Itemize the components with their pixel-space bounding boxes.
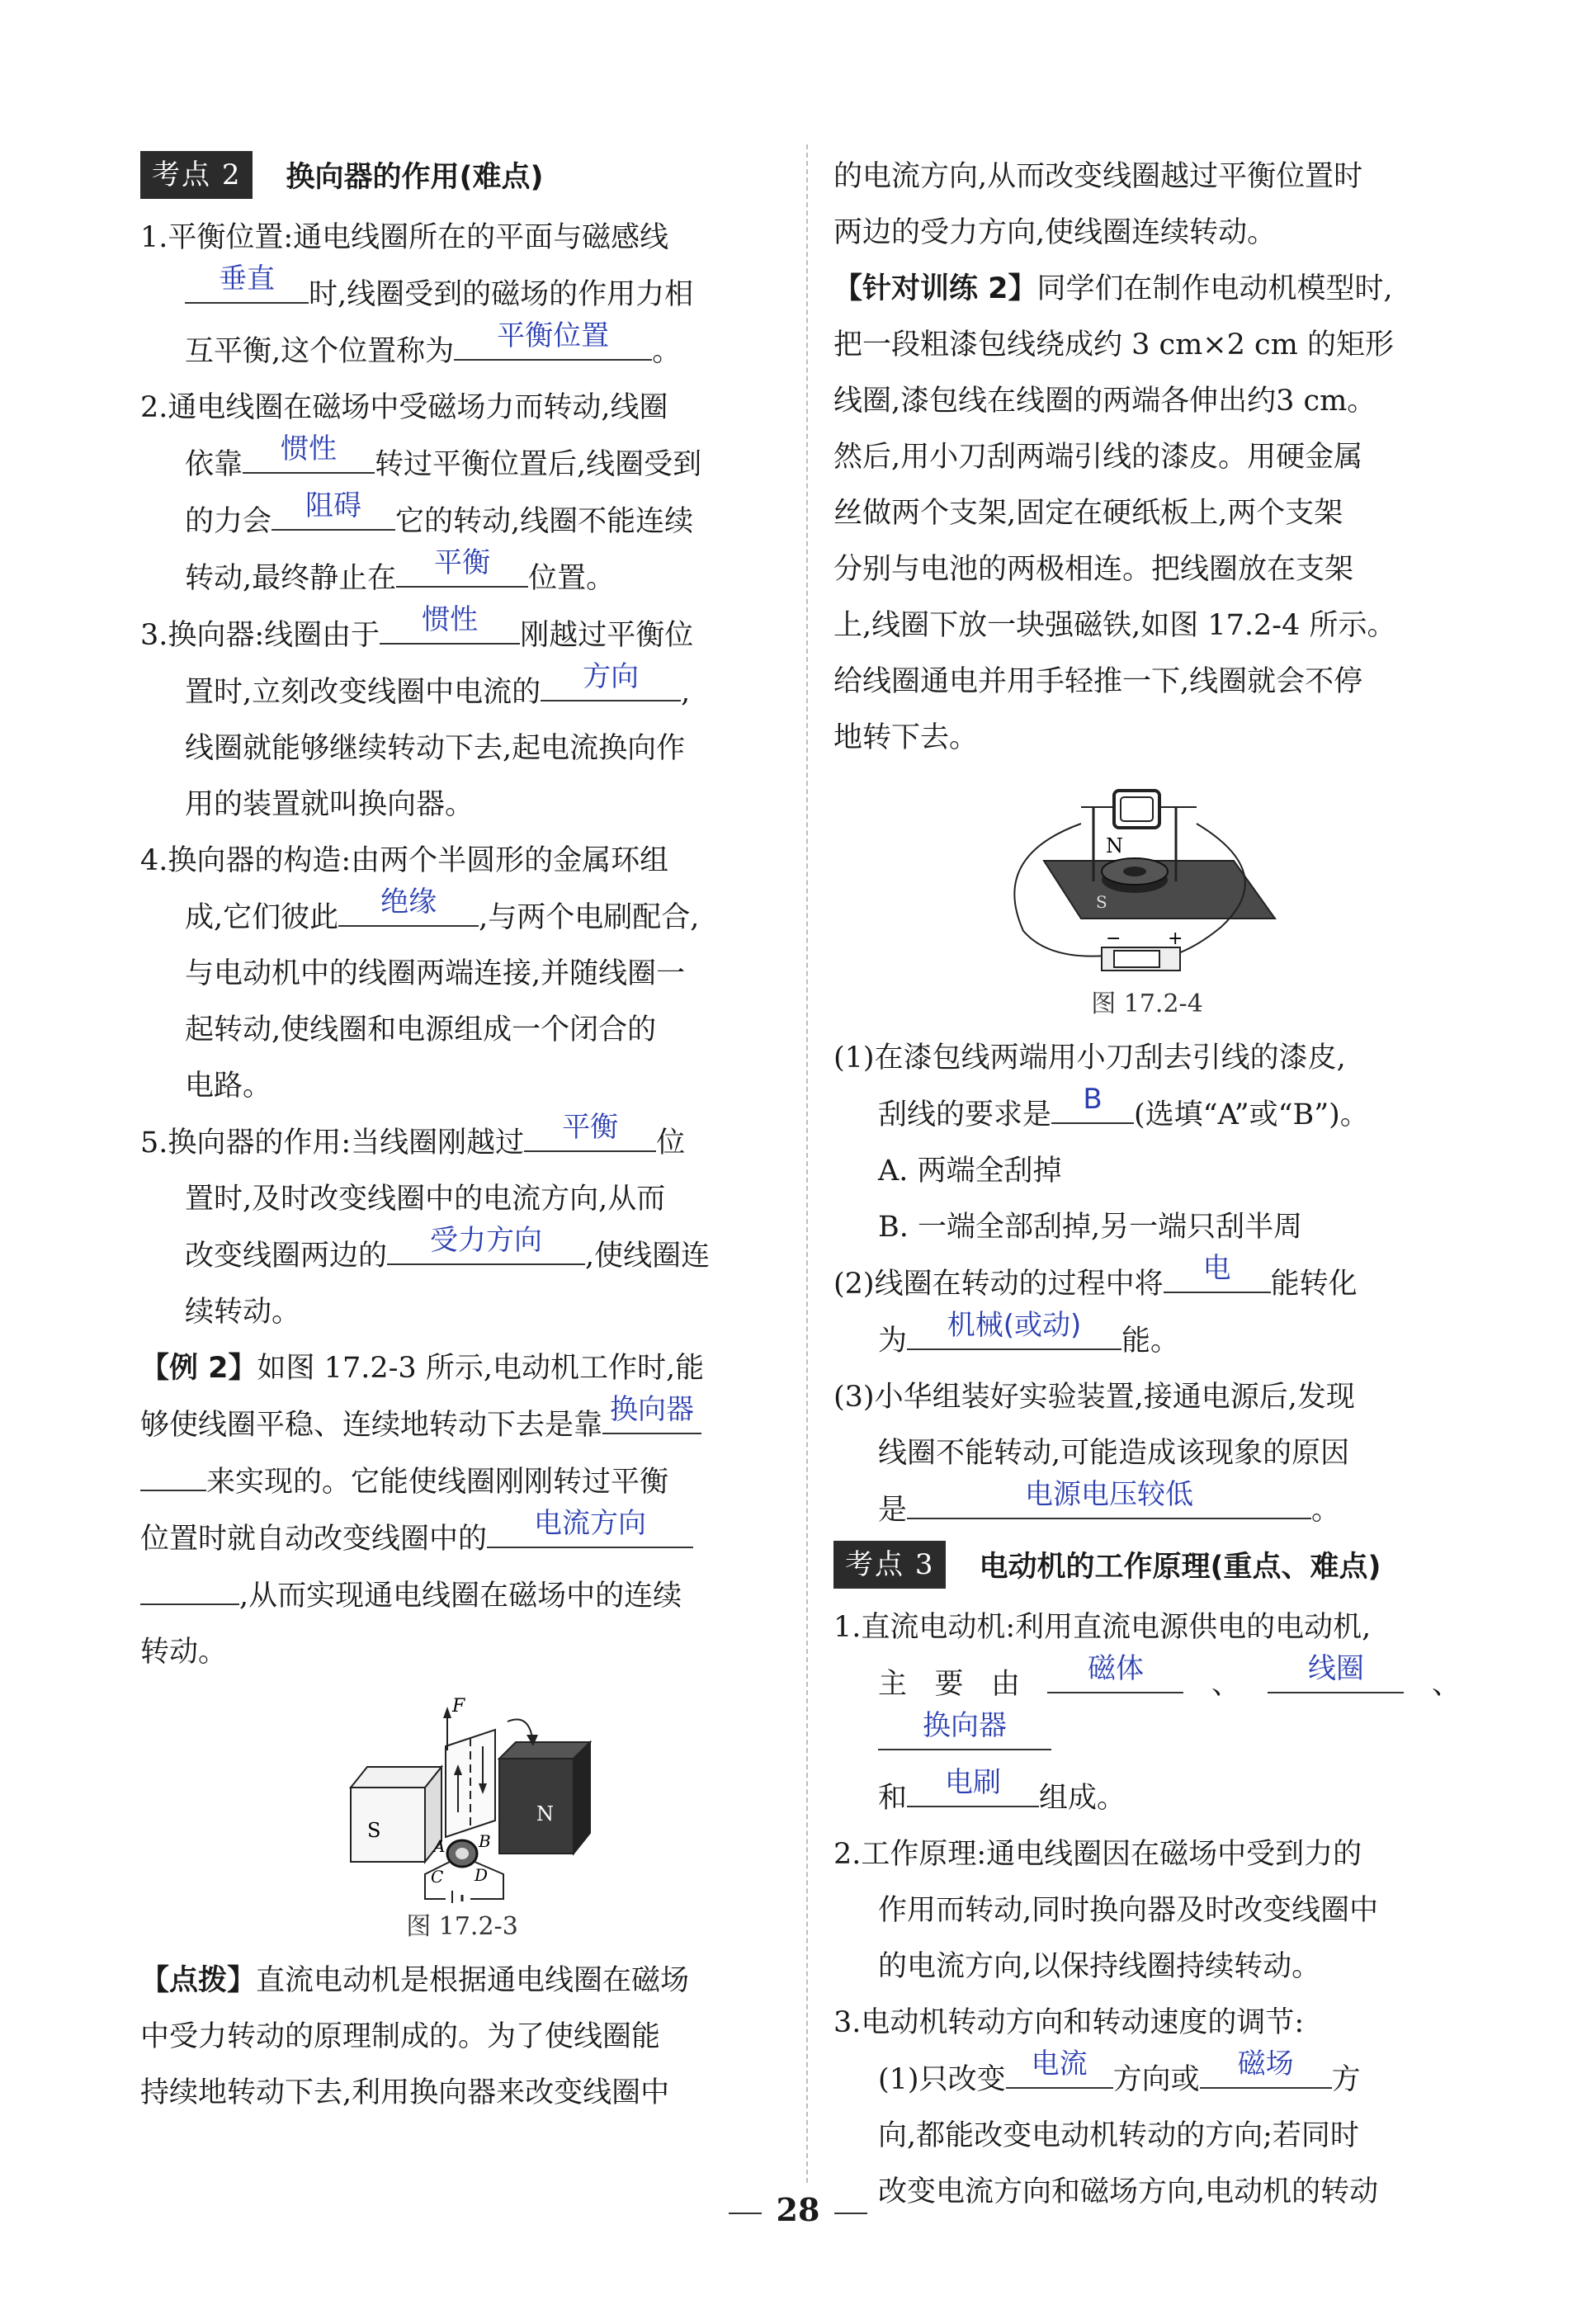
motor-diagram [140, 1688, 784, 1903]
answer-blank[interactable]: 垂直 [185, 266, 309, 304]
figure-caption: 图 17.2-4 [1091, 989, 1203, 1018]
question-3: (3)小华组装好实验装置,接通电源后,发现 线圈不能转动,可能造成该现象的原因 是 电源电压较低 。 [833, 1381, 1355, 1527]
answer-blank[interactable]: 换向器 [602, 1396, 701, 1434]
svg-text:S: S [1096, 892, 1107, 912]
section-tag: 考点 3 [833, 1541, 946, 1589]
page-number: 28 [0, 2191, 1596, 2228]
coil-motor-diagram [833, 774, 1461, 980]
answer-blank[interactable]: 电流方向 [487, 1510, 693, 1548]
example-2: 【例 2】如图 17.2-3 所示,电动机工作时,能 够使线圈平稳、连续地转动下去是靠 换向器 来实现的。它能使线圈刚刚转过平衡 位置时就自动改变线圈中的 电流方向 ,从而实现通电线圈在磁场中的连续 转动。 [140, 1352, 705, 1669]
answer-blank[interactable]: 平衡 [396, 550, 528, 588]
answer-blank[interactable]: 惯性 [380, 607, 520, 645]
item-1: 1.平衡位置:通电线圈所在的平面与磁感线 垂直 时,线圈受到的磁场的作用力相 互平衡,这个位置称为 平衡位置 。 [140, 221, 694, 368]
section-header-2 [140, 149, 784, 201]
answer-blank[interactable]: 平衡位置 [454, 323, 652, 361]
answer-blank[interactable]: 磁体 [1047, 1655, 1183, 1693]
answer-blank[interactable]: 惯性 [243, 436, 375, 474]
svg-text:N: N [1106, 834, 1123, 857]
left-column [140, 149, 784, 2121]
answer-blank[interactable]: 电流 [1006, 2051, 1113, 2089]
section-title: 电动机的工作原理(重点、难点) [979, 1551, 1381, 1584]
svg-text:S: S [367, 1819, 381, 1842]
svg-text:C: C [431, 1867, 444, 1887]
answer-blank[interactable]: 电源电压较低 [907, 1481, 1311, 1519]
item-2: 2.通电线圈在磁场中受磁场力而转动,线圈 依靠 惯性 转过平衡位置后,线圈受到 的力会 阻碍 它的转动,线圈不能连续 转动,最终静止在 平衡 位置。 [140, 391, 702, 595]
answer-blank[interactable] [140, 1453, 206, 1491]
answer-blank[interactable]: 电 [1164, 1255, 1271, 1293]
answer-blank[interactable]: 换向器 [878, 1712, 1051, 1750]
section-tag: 考点 2 [140, 151, 253, 199]
section-header-3 [833, 1538, 1461, 1591]
answer-blank[interactable]: 线圈 [1268, 1655, 1404, 1693]
answer-blank[interactable]: 平衡 [524, 1114, 656, 1152]
section-title: 换向器的作用(难点) [286, 161, 544, 194]
svg-text:F: F [452, 1696, 465, 1717]
svg-text:+: + [1168, 928, 1183, 949]
tip-box: 【点拨】直流电动机是根据通电线圈在磁场 中受力转动的原理制成的。为了使线圈能 持续地转动下去,利用换向器来改变线圈中 [140, 1964, 690, 2109]
column-divider [806, 144, 808, 2183]
answer-blank[interactable]: B [1051, 1086, 1134, 1124]
answer-blank[interactable]: 磁场 [1200, 2051, 1332, 2089]
question-2: (2)线圈在转动的过程中将 电 能转化 为 机械(或动) 能。 [833, 1252, 1358, 1358]
tip-continuation: 的电流方向,从而改变线圈越过平衡位置时 两边的受力方向,使线圈连续转动。 [833, 160, 1363, 249]
option-a[interactable]: A. 两端全刮掉 [878, 1155, 1062, 1188]
answer-blank[interactable]: 方向 [541, 664, 681, 701]
point-2: 2.工作原理:通电线圈因在磁场中受到力的 作用而转动,同时换向器及时改变线圈中 的电流方向,以保持线圈持续转动。 [833, 1838, 1379, 1983]
svg-text:D: D [475, 1865, 489, 1885]
figure-caption: 图 17.2-3 [406, 1912, 518, 1941]
point-1: 1.直流电动机:利用直流电源供电的电动机, 主要由 磁体 、 线圈 、 换向器 和 电刷 组成。 [833, 1611, 1461, 1815]
item-5: 5.换向器的作用:当线圈刚越过 平衡 位 置时,及时改变线圈中的电流方向,从而 改变线圈两边的 受力方向 ,使线圈连 续转动。 [140, 1111, 711, 1329]
right-column [833, 149, 1461, 2220]
training-2: 【针对训练 2】同学们在制作电动机模型时, 把一段粗漆包线绕成约 3 cm×2 cm 的矩形 线圈,漆包线在线圈的两端各伸出约3 cm。 然后,用小刀刮两端引线的漆皮。用硬金属 丝做两个支架,固定在硬纸板上,两个支架 分别与电池的两极相连。把线圈放在支架 上,线圈下放一块强磁铁,如图 17.2-4 所示。 给线圈通电并用手轻推一下,线圈就会不停 地转下去。 [833, 272, 1396, 754]
point-3: 3.电动机转动方向和转动速度的调节: (1)只改变 电流 方向或 磁场 方 向,都能改变电动机转动的方向;若同时 改变电流方向和磁场方向,电动机的转动 [833, 2006, 1379, 2208]
question-1: (1)在漆包线两端用小刀刮去引线的漆皮, 刮线的要求是 B (选填“A”或“B”)。 A. 两端全刮掉 B. 一端全部刮掉,另一端只刮半周 [833, 1030, 1461, 1255]
svg-text:N: N [536, 1802, 554, 1825]
figure-17-2-3 [140, 1688, 784, 1944]
option-b[interactable]: B. 一端全部刮掉,另一端只刮半周 [878, 1211, 1303, 1244]
answer-blank[interactable]: 电刷 [907, 1769, 1039, 1807]
answer-blank[interactable]: 阻碍 [272, 493, 395, 531]
svg-text:A: A [433, 1836, 446, 1856]
item-4: 4.换向器的构造:由两个半圆形的金属环组 成,它们彼此 绝缘 ,与两个电刷配合, 与电动机中的线圈两端连接,并随线圈一 起转动,使线圈和电源组成一个闭合的 电路。 [140, 844, 700, 1103]
answer-blank[interactable]: 绝缘 [338, 889, 479, 927]
svg-text:B: B [479, 1831, 491, 1851]
answer-blank[interactable]: 机械(或动) [907, 1312, 1121, 1350]
svg-text:−: − [1106, 928, 1121, 949]
figure-17-2-4 [833, 774, 1461, 1022]
item-3: 3.换向器:线圈由于 惯性 刚越过平衡位 置时,立刻改变线圈中电流的 方向 , 线圈就能够继续转动下去,起电流换向作 用的装置就叫换向器。 [140, 603, 694, 821]
answer-blank[interactable] [140, 1567, 239, 1605]
answer-blank[interactable]: 受力方向 [387, 1227, 585, 1265]
